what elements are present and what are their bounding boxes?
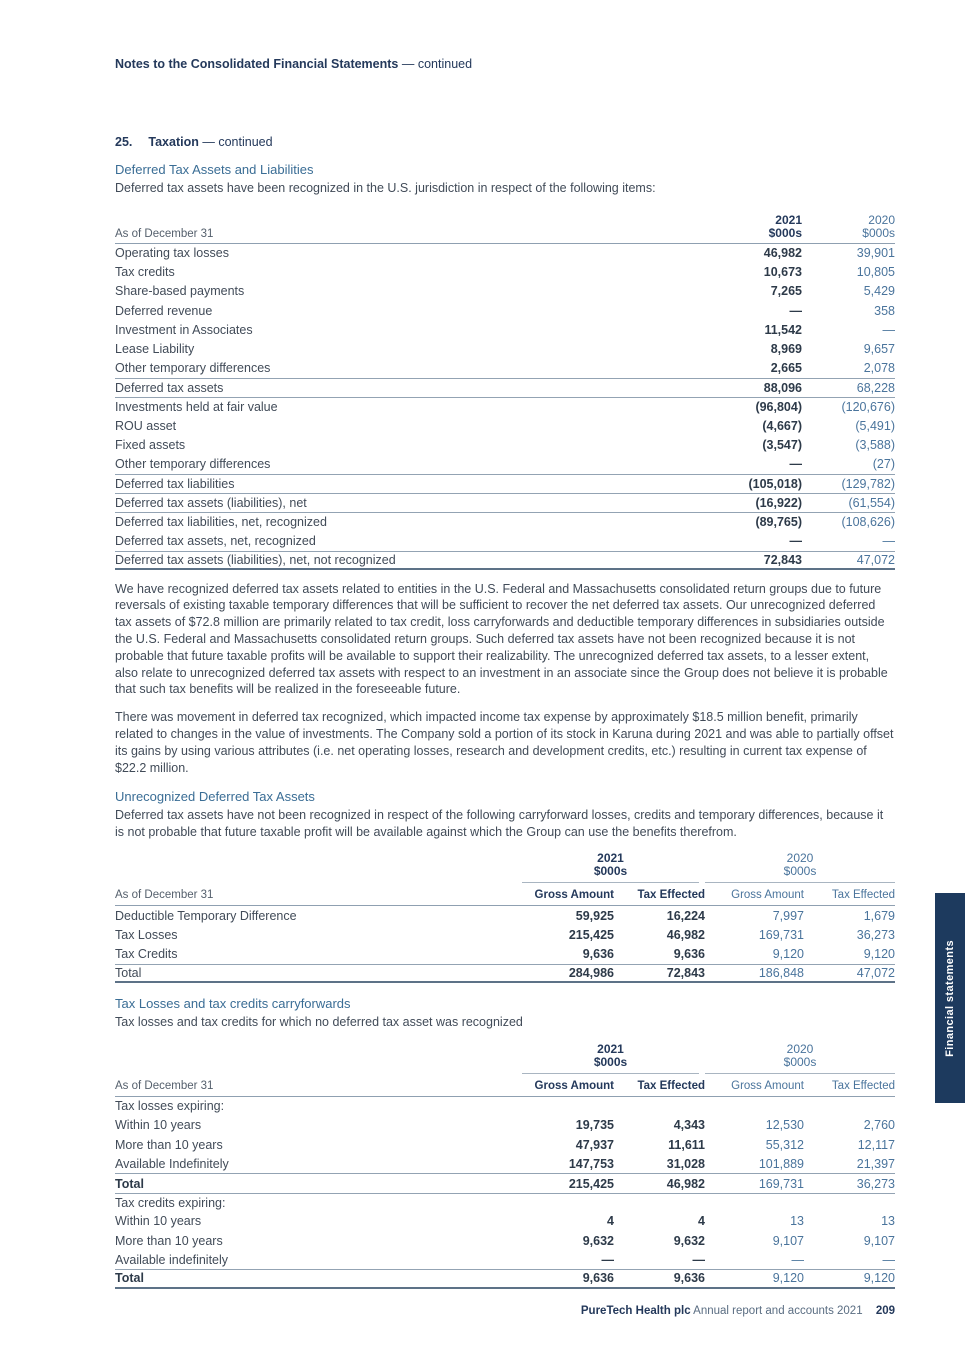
section-tab-label: Financial statements xyxy=(944,939,956,1057)
taxeffected-2020: 1,679 xyxy=(863,909,895,924)
row-label: Other temporary differences xyxy=(115,361,271,376)
gross-2020: 12,530 xyxy=(765,1118,804,1133)
row-label: Available Indefinitely xyxy=(115,1156,229,1171)
year-label: 2021 xyxy=(775,212,802,227)
row-label: ROU asset xyxy=(115,418,177,433)
value-2020: — xyxy=(882,322,895,337)
taxeffected-2020: 9,107 xyxy=(863,1233,895,1248)
year-span-row xyxy=(115,1043,895,1074)
gross-2020: 186,848 xyxy=(758,966,804,981)
value-2020: (27) xyxy=(872,457,895,472)
table-row xyxy=(115,455,895,474)
table-row xyxy=(115,531,895,550)
gross-2020: 169,731 xyxy=(758,928,804,943)
year-label: 2021 xyxy=(597,1041,624,1056)
taxeffected-2020: — xyxy=(882,1252,895,1267)
row-label: Tax credits xyxy=(115,265,175,280)
taxeffected-2021: 4 xyxy=(698,1214,705,1229)
col-gross-2020: Gross Amount xyxy=(731,1079,804,1092)
footer-company: PureTech Health plc xyxy=(580,1305,691,1317)
col-gross-2021: Gross Amount xyxy=(534,1079,614,1092)
taxeffected-2021: 9,636 xyxy=(673,1271,705,1286)
table-row xyxy=(115,263,895,282)
value-2021: (4,667) xyxy=(762,418,802,433)
year-label: 2020 xyxy=(786,1041,814,1056)
gross-2021: 59,925 xyxy=(575,909,614,924)
row-label: Deferred tax liabilities xyxy=(115,476,235,491)
table-row xyxy=(115,1154,895,1173)
gross-2021: — xyxy=(601,1252,614,1267)
value-2021: — xyxy=(789,457,802,472)
footer-report-title: Annual report and accounts 2021 xyxy=(693,1305,863,1317)
unit-label: $000s xyxy=(862,225,895,240)
row-label: More than 10 years xyxy=(115,1137,223,1152)
taxeffected-2020: 9,120 xyxy=(863,1271,895,1286)
table-row xyxy=(115,244,895,263)
taxeffected-2021: 16,224 xyxy=(666,909,705,924)
value-2021: 88,096 xyxy=(763,380,802,395)
page-content xyxy=(115,0,895,1289)
table-row xyxy=(115,320,895,339)
table-subtotal-row xyxy=(115,474,895,493)
year-label: 2020 xyxy=(868,212,895,227)
row-axis-label: As of December 31 xyxy=(115,227,214,240)
row-label: Fixed assets xyxy=(115,437,186,452)
document-header-suffix: — continued xyxy=(401,57,473,71)
taxeffected-2020: 36,273 xyxy=(856,1176,895,1191)
value-2021: 11,542 xyxy=(764,322,802,337)
row-label: Investments held at fair value xyxy=(115,400,278,415)
table-row xyxy=(115,906,895,925)
deferred-tax-table xyxy=(115,214,895,570)
document-header-title: Notes to the Consolidated Financial Statements xyxy=(115,57,399,71)
gross-2021: 47,937 xyxy=(575,1137,614,1152)
row-label: Total xyxy=(115,966,142,981)
value-2021: — xyxy=(789,533,802,548)
table-row xyxy=(115,301,895,320)
gross-2020: 169,731 xyxy=(758,1176,804,1191)
table-row xyxy=(115,359,895,378)
gross-2020: 9,120 xyxy=(772,947,804,962)
note-suffix: — continued xyxy=(202,135,273,149)
value-2020: 39,901 xyxy=(856,246,895,261)
taxeffected-2020: 21,397 xyxy=(856,1156,895,1171)
table-group-label-row xyxy=(115,1097,895,1116)
value-2020: 5,429 xyxy=(863,284,895,299)
row-label: Total xyxy=(115,1176,144,1191)
table-row xyxy=(115,1231,895,1250)
gross-2021: 9,636 xyxy=(582,1271,614,1286)
row-label: Tax Credits xyxy=(115,947,178,962)
gross-2020: 55,312 xyxy=(765,1137,804,1152)
col-gross-2020: Gross Amount xyxy=(731,889,804,902)
gross-2021: 215,425 xyxy=(568,928,614,943)
gross-2020: — xyxy=(791,1252,804,1267)
gross-2020: 13 xyxy=(790,1214,804,1229)
value-2021: (16,922) xyxy=(755,496,802,511)
row-label: Deferred revenue xyxy=(115,303,213,318)
col-taxeffected-2020: Tax Effected xyxy=(831,889,895,902)
paragraph-deferred-tax-movement: There was movement in deferred tax recognized, which impacted income tax expense by approximately $18.5 million benefit, primarily related to changes in the value of investments. The Company sold a portion of its stock in Karuna during 2021 and was able to partially offset its gains by using various attributes (i.e. net operating losses, research and development credits, etc.) resulting in current tax expense of $22.2 million. xyxy=(115,710,894,775)
row-axis-label: As of December 31 xyxy=(115,1079,214,1092)
taxeffected-2021: 72,843 xyxy=(666,966,705,981)
row-label: Tax Losses xyxy=(115,928,178,943)
table-row xyxy=(115,416,895,435)
year-span-row xyxy=(115,852,895,883)
value-2020: (120,676) xyxy=(841,400,895,415)
span-header-2020 xyxy=(705,852,895,883)
table-row xyxy=(115,1250,895,1269)
row-label: Tax losses expiring: xyxy=(115,1099,225,1114)
unit-label: $000s xyxy=(768,225,802,240)
col-taxeffected-2021: Tax Effected xyxy=(637,1079,705,1092)
value-2020: — xyxy=(882,533,895,548)
paragraph-recognized-dta: We have recognized deferred tax assets related to entities in the U.S. Federal and Massachusetts consolidated return groups due to future reversals of existing taxable temporary differences that will be sufficient to recover the net deferred tax assets. Our unrecognized deferred tax assets of $72.8 million are primarily related to tax credit, loss carryforwards and deductible temporary differences in subsidiaries outside the U.S. Federal and Massachusetts consolidated return groups. Such deferred tax assets have not been recognized because it is not probable that future taxable profits will be available to support their realizability. The unrecognized deferred tax assets, to a lesser extent, also relate to unrecognized deferred tax assets with respect to an investment in an associate since the Group does not believe it is probable that such tax benefits will be realized in the foreseeable future. xyxy=(115,581,888,697)
value-2020: 47,072 xyxy=(856,552,895,567)
unit-label: $000s xyxy=(593,864,628,879)
row-label: Within 10 years xyxy=(115,1118,202,1133)
column-header-2020 xyxy=(802,214,895,240)
gross-2021: 9,636 xyxy=(582,947,614,962)
span-header-2021 xyxy=(522,852,699,883)
taxeffected-2021: 9,632 xyxy=(673,1233,705,1248)
gross-2021: 284,986 xyxy=(568,966,614,981)
col-gross-2021: Gross Amount xyxy=(534,889,614,902)
row-label: Deductible Temporary Difference xyxy=(115,909,297,924)
table-header-row xyxy=(115,214,895,244)
section-intro-deferred-tax: Deferred tax assets have been recognized in the U.S. jurisdiction in respect of the following items: xyxy=(115,181,656,195)
section-heading-deferred-tax: Deferred Tax Assets and Liabilities xyxy=(115,162,314,177)
table-total-row xyxy=(115,1173,895,1192)
unrecognized-dta-table xyxy=(115,852,895,983)
document-header xyxy=(115,0,895,71)
section-tab-financial-statements xyxy=(935,893,965,1103)
section-intro-carryforwards: Tax losses and tax credits for which no deferred tax asset was recognized xyxy=(115,1015,523,1030)
table-subtotal-row xyxy=(115,378,895,397)
table-row xyxy=(115,1212,895,1231)
table-row xyxy=(115,512,895,531)
taxeffected-2020: 13 xyxy=(881,1214,895,1229)
gross-2021: 147,753 xyxy=(568,1156,614,1171)
col-taxeffected-2020: Tax Effected xyxy=(831,1079,895,1092)
unit-label: $000s xyxy=(783,1054,817,1069)
taxeffected-2020: 36,273 xyxy=(856,928,895,943)
year-label: 2020 xyxy=(786,851,814,866)
row-label: Other temporary differences xyxy=(115,457,271,472)
row-label: Deferred tax assets (liabilities), net xyxy=(115,496,307,511)
taxeffected-2021: 11,611 xyxy=(668,1137,705,1152)
taxeffected-2020: 47,072 xyxy=(856,966,895,981)
value-2021: (3,547) xyxy=(762,437,802,452)
value-2020: (108,626) xyxy=(841,515,895,530)
table-total-row xyxy=(115,964,895,983)
section-intro-unrecognized: Deferred tax assets have not been recognized in respect of the following carryforward losses, credits and temporary differences, because it is not probable that future taxable profit will be available against which the Group can use the benefits therefrom. xyxy=(115,808,884,839)
value-2021: 2,665 xyxy=(770,361,802,376)
taxeffected-2020: 12,117 xyxy=(857,1137,895,1152)
table-total-row xyxy=(115,551,895,570)
gross-2020: 9,120 xyxy=(772,1271,804,1286)
row-label: More than 10 years xyxy=(115,1233,223,1248)
row-label: Lease Liability xyxy=(115,342,195,357)
value-2020: 68,228 xyxy=(856,380,895,395)
row-label: Deferred tax liabilities, net, recognized xyxy=(115,515,327,530)
note-title: Taxation xyxy=(148,135,199,149)
table-row xyxy=(115,1135,895,1154)
table-row xyxy=(115,435,895,454)
taxeffected-2020: 2,760 xyxy=(863,1118,895,1133)
col-taxeffected-2021: Tax Effected xyxy=(637,889,705,902)
taxeffected-2021: — xyxy=(692,1252,705,1267)
table-row xyxy=(115,282,895,301)
row-label: Deferred tax assets (liabilities), net, not recognized xyxy=(115,552,396,567)
value-2021: — xyxy=(789,303,802,318)
carryforwards-table xyxy=(115,1043,895,1289)
gross-2021: 4 xyxy=(607,1214,614,1229)
value-2020: 358 xyxy=(874,303,895,318)
value-2020: (129,782) xyxy=(841,476,895,491)
value-2021: (89,765) xyxy=(755,515,802,530)
taxeffected-2020: 9,120 xyxy=(863,947,895,962)
table-row xyxy=(115,945,895,964)
unit-label: $000s xyxy=(783,864,817,879)
table-subheader-row xyxy=(115,1074,895,1097)
value-2020: 10,805 xyxy=(856,265,895,280)
taxeffected-2021: 46,982 xyxy=(666,928,705,943)
unit-label: $000s xyxy=(593,1054,628,1069)
taxeffected-2021: 4,343 xyxy=(673,1118,705,1133)
gross-2021: 215,425 xyxy=(568,1176,614,1191)
column-header-2021 xyxy=(692,214,802,240)
section-heading-carryforwards: Tax Losses and tax credits carryforwards xyxy=(115,996,351,1012)
row-label: Tax credits expiring: xyxy=(115,1195,226,1210)
value-2021: 8,969 xyxy=(770,342,802,357)
row-label: Deferred tax assets xyxy=(115,380,224,395)
row-label: Available indefinitely xyxy=(115,1252,229,1267)
row-label: Deferred tax assets, net, recognized xyxy=(115,533,316,548)
taxeffected-2021: 46,982 xyxy=(666,1176,705,1191)
gross-2021: 9,632 xyxy=(582,1233,614,1248)
value-2021: 46,982 xyxy=(763,246,802,261)
value-2021: 7,265 xyxy=(770,284,802,299)
table-row xyxy=(115,397,895,416)
section-heading-unrecognized: Unrecognized Deferred Tax Assets xyxy=(115,789,315,805)
gross-2020: 7,997 xyxy=(772,909,804,924)
row-label: Within 10 years xyxy=(115,1214,202,1229)
row-label: Share-based payments xyxy=(115,284,245,299)
value-2020: 9,657 xyxy=(863,342,895,357)
table-row xyxy=(115,926,895,945)
value-2020: (61,554) xyxy=(848,496,895,511)
note-heading xyxy=(115,135,895,149)
footer-page-number: 209 xyxy=(875,1305,895,1317)
note-number: 25. xyxy=(115,135,133,149)
page-footer xyxy=(581,1305,895,1317)
year-label: 2021 xyxy=(597,851,624,866)
row-label: Total xyxy=(115,1271,144,1286)
table-total-row xyxy=(115,1269,895,1288)
value-2021: 10,673 xyxy=(763,265,802,280)
table-row xyxy=(115,339,895,358)
value-2021: 72,843 xyxy=(763,552,802,567)
table-group-label-row xyxy=(115,1193,895,1212)
gross-2020: 9,107 xyxy=(772,1233,804,1248)
value-2021: (105,018) xyxy=(748,476,802,491)
row-label: Investment in Associates xyxy=(115,322,253,337)
gross-2021: 19,735 xyxy=(575,1118,614,1133)
value-2020: (3,588) xyxy=(855,437,895,452)
taxeffected-2021: 31,028 xyxy=(666,1156,705,1171)
value-2020: (5,491) xyxy=(855,418,895,433)
value-2020: 2,078 xyxy=(863,361,895,376)
row-axis-label: As of December 31 xyxy=(115,889,214,902)
table-row xyxy=(115,1116,895,1135)
taxeffected-2021: 9,636 xyxy=(673,947,705,962)
span-header-2021 xyxy=(522,1043,699,1074)
table-subtotal-row xyxy=(115,493,895,512)
gross-2020: 101,889 xyxy=(758,1156,804,1171)
table-subheader-row xyxy=(115,883,895,906)
value-2021: (96,804) xyxy=(755,400,802,415)
span-header-2020 xyxy=(705,1043,895,1074)
row-label: Operating tax losses xyxy=(115,246,229,261)
